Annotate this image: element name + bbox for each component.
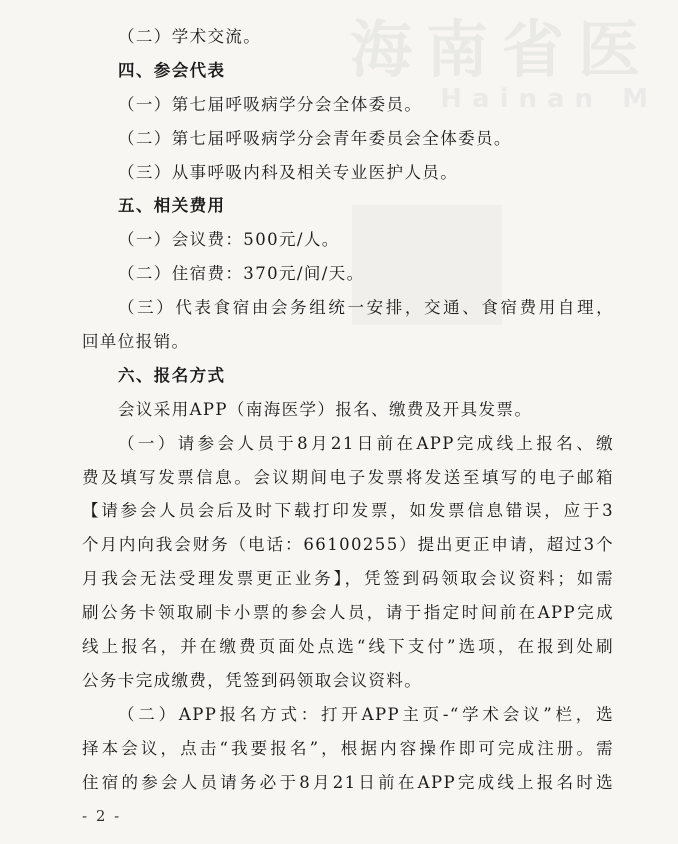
- section-heading-fees: 五、相关费用: [118, 196, 226, 216]
- paragraph-line: （二）第七届呼吸病学分会青年委员会全体委员。: [118, 128, 512, 148]
- paragraph-line: 费及填写发票信息。会议期间电子发票将发送至填写的电子邮箱: [82, 467, 614, 487]
- paragraph-line: （一）会议费：500元/人。: [118, 230, 340, 250]
- paragraph-line: （一）请参会人员于8月21日前在APP完成线上报名、缴: [118, 433, 614, 453]
- document-body: [82, 20, 614, 799]
- paragraph-line: 择本会议，点击“我要报名”，根据内容操作即可完成注册。需: [82, 738, 614, 758]
- paragraph-line: （三）代表食宿由会务组统一安排，交通、食宿费用自理，: [118, 298, 614, 318]
- paragraph-line: （一）第七届呼吸病学分会全体委员。: [118, 94, 423, 114]
- paragraph-line: （三）从事呼吸内科及相关专业医护人员。: [118, 162, 459, 182]
- watermark-subtitle: Hainan M: [440, 84, 658, 114]
- paragraph-line: （二）APP报名方式：打开APP主页-“学术会议”栏，选: [118, 704, 614, 724]
- paragraph-line: （二）住宿费：370元/间/天。: [118, 264, 365, 284]
- paragraph-line: 公务卡完成缴费，凭签到码领取会议资料。: [82, 670, 423, 690]
- section-heading-registration: 六、报名方式: [118, 365, 226, 385]
- paragraph-line: 个月内向我会财务（电话：66100255）提出更正申请，超过3个: [82, 535, 614, 555]
- paragraph-line: 【请参会人员会后及时下载打印发票，如发票信息错误，应于3: [82, 501, 614, 521]
- watermark-title: 海南省医: [349, 13, 654, 86]
- paragraph-line: 回单位报销。: [82, 332, 190, 352]
- paragraph-line: （二）学术交流。: [118, 27, 262, 46]
- paragraph-line: 月我会无法受理发票更正业务】，凭签到码领取会议资料；如需: [82, 569, 614, 589]
- paragraph-line: 刷公务卡领取刷卡小票的参会人员，请于指定时间前在APP完成: [82, 603, 614, 623]
- paragraph-line: 住宿的参会人员请务必于8月21日前在APP完成线上报名时选: [82, 772, 614, 792]
- paragraph-line: 线上报名，并在缴费页面处点选“线下支付”选项，在报到处刷: [82, 637, 614, 657]
- section-heading-attendees: 四、参会代表: [118, 60, 226, 80]
- paragraph-line: 会议采用APP（南海医学）报名、缴费及开具发票。: [118, 399, 533, 419]
- page-number: - 2 -: [82, 807, 122, 825]
